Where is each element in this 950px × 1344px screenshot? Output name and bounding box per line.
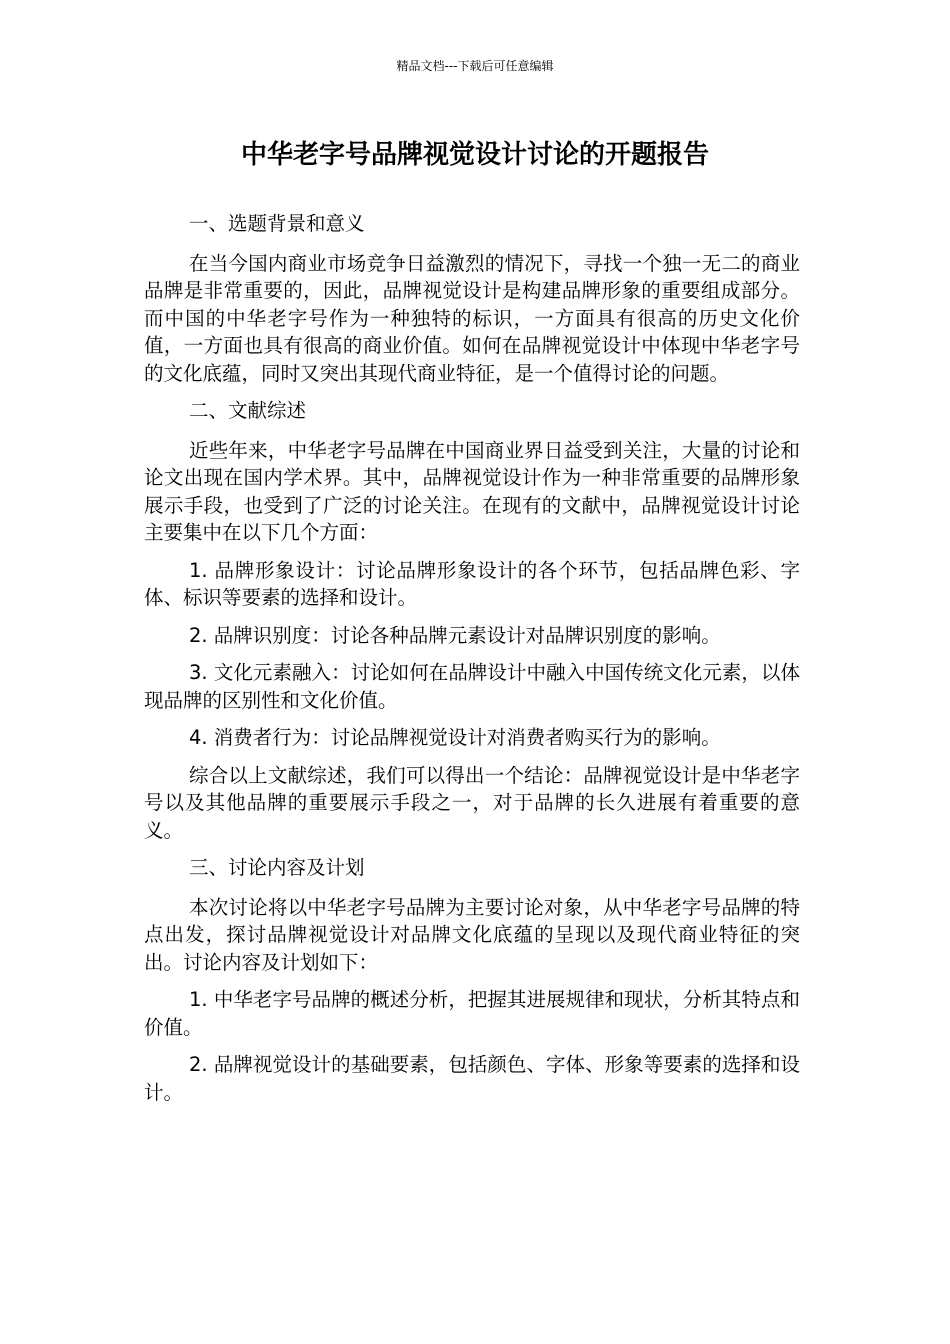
- document-body: [144, 210, 800, 1116]
- paragraph-plan-intro: 本次讨论将以中华老字号品牌为主要讨论对象，从中华老字号品牌的特点出发，探讨品牌视觉设计对品牌文化底蕴的呈现以及现代商业特征的突出。讨论内容及计划如下：: [144, 895, 800, 974]
- section-heading-background: 一、选题背景和意义: [189, 212, 365, 235]
- paragraph-literature-summary: 综合以上文献综述，我们可以得出一个结论：品牌视觉设计是中华老字号以及其他品牌的重要展示手段之一，对于品牌的长久进展有着重要的意义。: [144, 763, 800, 842]
- page-header: 精品文档---下载后可任意编辑: [396, 59, 554, 73]
- document-title: 中华老字号品牌视觉设计讨论的开题报告: [240, 140, 709, 170]
- list-item-plan-2: 2. 品牌视觉设计的基础要素，包括颜色、字体、形象等要素的选择和设计。: [144, 1053, 800, 1104]
- section-heading-plan: 三、讨论内容及计划: [189, 856, 365, 879]
- list-item-recognition: 2. 品牌识别度：讨论各种品牌元素设计对品牌识别度的影响。: [189, 623, 721, 647]
- list-item-culture: 3. 文化元素融入：讨论如何在品牌设计中融入中国传统文化元素，以体现品牌的区别性和文化价值。: [144, 661, 800, 712]
- section-heading-literature: 二、文献综述: [189, 399, 307, 422]
- paragraph-background: 在当今国内商业市场竞争日益激烈的情况下，寻找一个独一无二的商业品牌是非常重要的，因此，品牌视觉设计是构建品牌形象的重要组成部分。而中国的中华老字号作为一种独特的标识，一方面具有很高的历史文化价值，一方面也具有很高的商业价值。如何在品牌视觉设计中体现中华老字号的文化底蕴，同时又突出其现代商业特征，是一个值得讨论的问题。: [144, 251, 800, 385]
- list-item-consumer: 4. 消费者行为：讨论品牌视觉设计对消费者购买行为的影响。: [189, 726, 721, 749]
- paragraph-literature-intro: 近些年来，中华老字号品牌在中国商业界日益受到关注，大量的讨论和论文出现在国内学术界。其中，品牌视觉设计作为一种非常重要的品牌形象展示手段，也受到了广泛的讨论关注。在现有的文献中，品牌视觉设计讨论主要集中在以下几个方面：: [144, 438, 800, 544]
- list-item-plan-1: 1. 中华老字号品牌的概述分析，把握其进展规律和现状，分析其特点和价值。: [144, 988, 800, 1039]
- list-item-brand-image: 1. 品牌形象设计：讨论品牌形象设计的各个环节，包括品牌色彩、字体、标识等要素的选择和设计。: [144, 558, 800, 609]
